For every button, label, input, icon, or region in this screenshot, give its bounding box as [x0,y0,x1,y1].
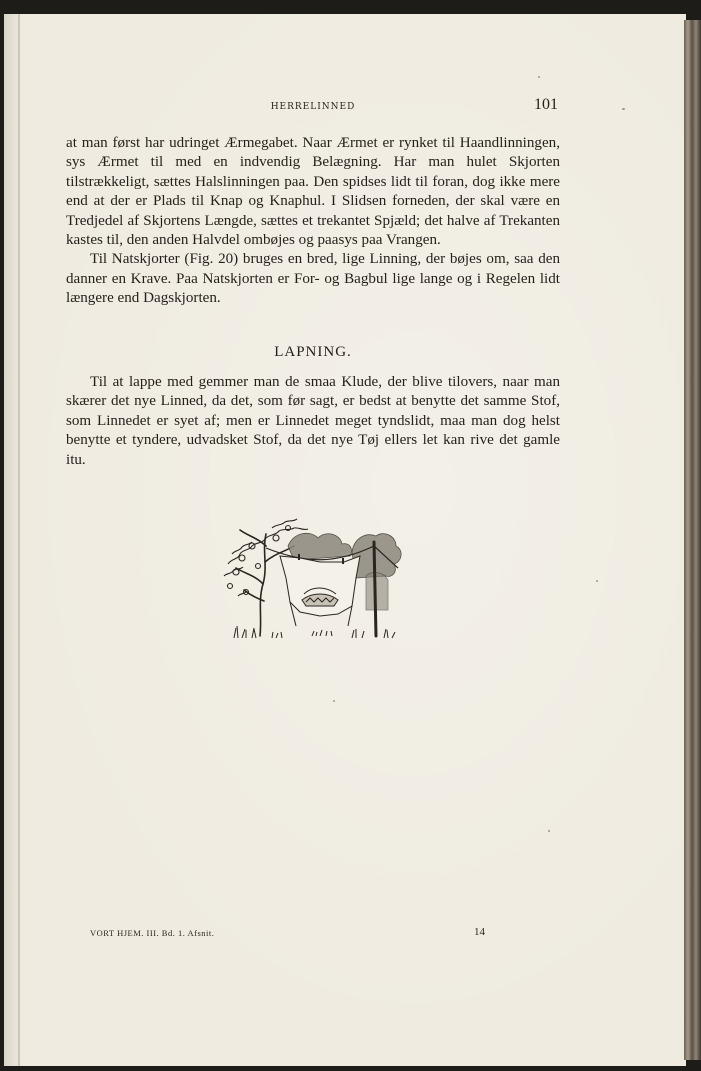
grass-tufts [234,626,395,638]
hanging-shirt [280,556,360,626]
paragraph-lapning: Til at lappe med gemmer man de smaa Klude, der blive tilovers, naar man skærer det nye Linned, da det, som før sagt, er bedst at benytte det samme Stof, som Linnedet er syet af; men er Linnedet meget tyndslidt, maa man dog helst benytte et tyndere, udvadsket Stof, da det nye Tøj ellers let kan rive det gamle itu. [66,374,560,468]
line-pole [374,542,376,636]
page-number: 101 [534,96,558,113]
signature-mark: 14 [474,926,485,938]
gutter-shadow [18,14,20,1066]
page-header [66,96,560,120]
section-body-text [66,373,560,470]
section-heading: LAPNING. [274,344,352,360]
body-text [66,134,560,309]
paragraph-natskjorter: Til Natskjorter (Fig. 20) bruges en bred, lige Linning, der bøjes om, saa den danner en Krave. Paa Natskjorten er For- og Bagbul lige lange og i Regelen lidt længere end Dagskjorten. [66,251,560,307]
page-edges [684,20,701,1060]
running-title: HERRELINNED [270,102,356,112]
paragraph-continuation: at man først har udringet Ærmegabet. Naar Ærmet er rynket til Haandlinningen, sys Ærmet til med en indvendig Belægning. Har man hulet Skjorten tilstrækkeligt, sættes Halslinningen paa. Den spidses lidt til foran, dog ikke mere end at der er Plads til Knap og Knaphul. I Slidsen forneden, der skal være en Tredjedel af Skjortens Længde, sættes et trekantet Spjæld; det halve af Trekanten kastes til, den anden Halvdel ombøjes og paasys paa Vrangen. [66,135,560,249]
page-footer [66,926,560,942]
laundry-line-illustration [216,506,406,642]
footer-imprint: VORT HJEM. III. Bd. 1. Afsnit. [90,928,215,938]
